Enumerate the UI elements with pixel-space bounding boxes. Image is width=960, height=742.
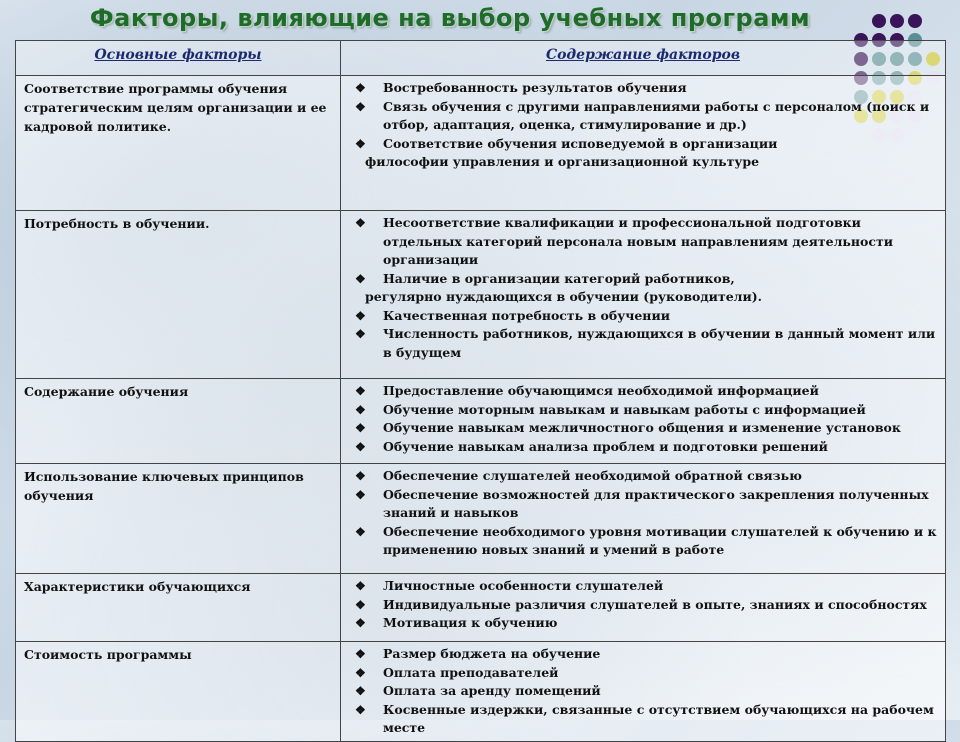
factor-content-item: ❖ Связь обучения с другими направлениями работы с персоналом (поиск и отбор, адаптация, оценка, стимулирование и др.) <box>355 98 930 132</box>
table-row <box>16 211 946 379</box>
diamond-bullet-icon: ❖ <box>355 421 366 435</box>
table-row <box>16 379 946 464</box>
factor-content-item: ❖ Обеспечение необходимого уровня мотивации слушателей к обучению и к применению новых знаний и умений в работе <box>355 523 937 557</box>
diamond-bullet-icon: ❖ <box>355 702 366 717</box>
diamond-bullet-icon: ❖ <box>355 597 366 612</box>
factor-content-item: ❖ Обучение моторным навыкам и навыкам работы с информацией <box>365 401 939 420</box>
factor-content-item: ❖ Личностные особенности слушателей <box>365 577 939 596</box>
diamond-bullet-icon: ❖ <box>355 616 366 630</box>
diamond-bullet-icon: ❖ <box>355 439 366 454</box>
factor-content-item: ❖ Несоответствие квалификации и профессиональной подготовки отдельных категорий персонала новым направлениям деятельности организации <box>355 215 894 267</box>
factor-content-item: ❖ Индивидуальные различия слушателей в опыте, знаниях и способностях <box>365 596 939 615</box>
factor-content-item: ❖ Наличие в организации категорий работников, <box>365 270 939 289</box>
factor-content-cell <box>341 574 946 642</box>
factor-content-cell <box>341 211 946 379</box>
diamond-bullet-icon: ❖ <box>355 684 366 698</box>
diamond-bullet-icon: ❖ <box>355 524 366 539</box>
factor-content-item: ❖ Косвенные издержки, связанные с отсутствием обучающихся на рабочем месте <box>355 701 934 735</box>
factor-content-item: ❖ Соответствие обучения исповедуемой в организации <box>365 135 939 154</box>
factor-content-continuation: философии управления и организационной культуре <box>365 154 760 169</box>
table-row <box>16 642 946 742</box>
diamond-bullet-icon: ❖ <box>355 136 366 151</box>
factor-cell: Соответствие программы обучения стратегическим целям организации и ее кадровой политике. <box>16 76 341 211</box>
diamond-bullet-icon: ❖ <box>355 469 366 483</box>
factor-content-item: ❖ Оплата за аренду помещений <box>365 682 939 701</box>
table-row <box>16 574 946 642</box>
diamond-bullet-icon: ❖ <box>355 402 366 417</box>
decorative-dot <box>890 14 904 28</box>
decorative-dot <box>872 14 886 28</box>
diamond-bullet-icon: ❖ <box>355 487 366 502</box>
factor-content-item: ❖ Оплата преподавателей <box>365 664 939 683</box>
diamond-bullet-icon: ❖ <box>355 81 366 95</box>
header-main-factors: Основные факторы <box>16 41 341 76</box>
page-title: Факторы, влияющие на выбор учебных программ <box>89 4 811 32</box>
decorative-dot <box>908 14 922 28</box>
factor-cell: Потребность в обучении. <box>16 211 341 379</box>
factors-table <box>15 40 946 742</box>
diamond-bullet-icon: ❖ <box>355 308 366 323</box>
factor-cell: Стоимость программы <box>16 642 341 742</box>
factor-content-cell <box>341 642 946 742</box>
factor-content-item: ❖ Качественная потребность в обучении <box>365 307 939 326</box>
diamond-bullet-icon: ❖ <box>355 579 366 593</box>
diamond-bullet-icon: ❖ <box>355 327 366 341</box>
factor-content-item: ❖ Обеспечение слушателей необходимой обратной связью <box>365 467 939 486</box>
factor-content-item: ❖ Обеспечение возможностей для практического закрепления полученных знаний и навыков <box>355 486 929 520</box>
factor-content-cell <box>341 379 946 464</box>
diamond-bullet-icon: ❖ <box>355 99 366 114</box>
factor-cell: Характеристики обучающихся <box>16 574 341 642</box>
factor-content-item: ❖ Обучение навыкам анализа проблем и подготовки решений <box>365 438 939 457</box>
factor-content-cell <box>341 464 946 574</box>
factor-content-item: ❖ Обучение навыкам межличностного общения и изменение установок <box>365 419 939 438</box>
factor-cell: Содержание обучения <box>16 379 341 464</box>
factor-content-item: ❖ Предоставление обучающимся необходимой информацией <box>365 382 939 401</box>
factor-content-item: ❖ Востребованность результатов обучения <box>365 79 939 98</box>
factor-content-continuation: регулярно нуждающихся в обучении (руководители). <box>365 289 763 304</box>
diamond-bullet-icon: ❖ <box>355 216 366 230</box>
header-factor-content: Содержание факторов <box>341 41 946 76</box>
table-header-row <box>16 41 946 76</box>
table-row <box>16 76 946 211</box>
factor-content-cell <box>341 76 946 211</box>
table-row <box>16 464 946 574</box>
factor-content-item: ❖ Размер бюджета на обучение <box>365 645 939 664</box>
factor-content-item: ❖ Численность работников, нуждающихся в обучении в данный момент или в будущем <box>355 326 936 360</box>
factor-content-item: ❖ Мотивация к обучению <box>365 614 939 633</box>
factor-cell: Использование ключевых принципов обучения <box>16 464 341 574</box>
diamond-bullet-icon: ❖ <box>355 647 366 661</box>
diamond-bullet-icon: ❖ <box>355 665 366 680</box>
diamond-bullet-icon: ❖ <box>355 384 366 398</box>
diamond-bullet-icon: ❖ <box>355 271 366 286</box>
